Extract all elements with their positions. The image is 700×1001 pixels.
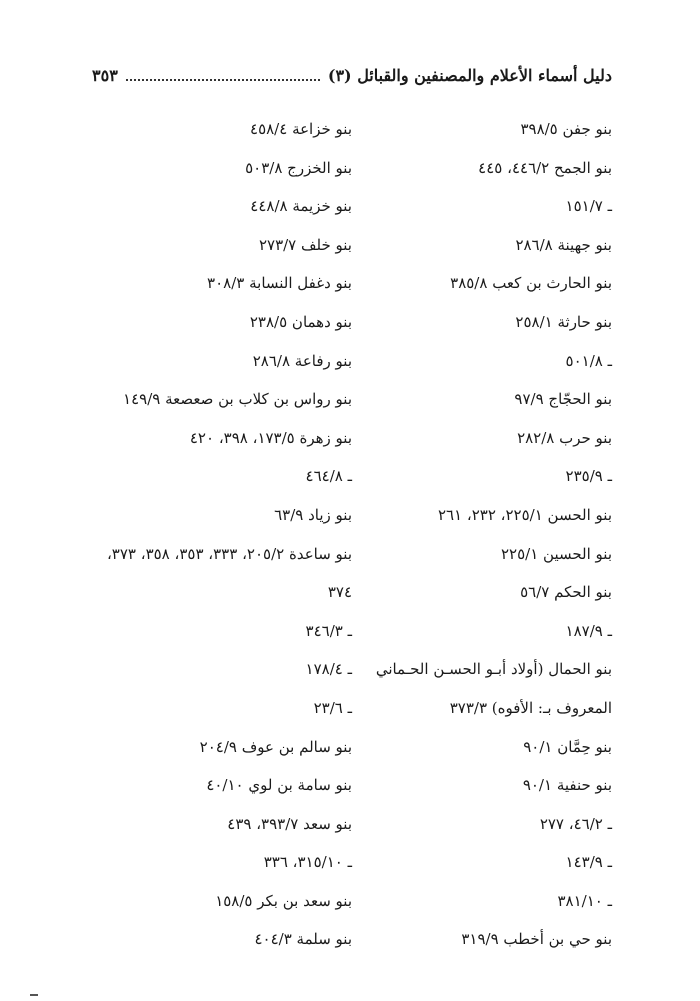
index-entry: بنو الحجّاج ٩٧/٩ [514, 390, 612, 409]
index-entry: بنو جهينة ٢٨٦/٨ [515, 235, 612, 254]
index-entry: بنو دغفل النسابة ٣٠٨/٣ [207, 274, 352, 293]
page-edge-mark [30, 994, 38, 996]
index-entry: ـ ١٨٧/٩ [565, 621, 612, 640]
index-entry: بنو الحارث بن كعب ٣٨٥/٨ [450, 274, 612, 293]
index-entry: بنو الجمح ٤٤٦/٢، ٤٤٥ [478, 158, 612, 177]
index-entry: بنو رواس بن كلاب بن صعصعة ١٤٩/٩ [123, 390, 352, 409]
index-entry: المعروف بـ: الأفوه) ٣٧٣/٣ [449, 698, 612, 717]
index-entry: ـ ٤٦/٢، ٢٧٧ [539, 814, 612, 833]
index-entry: بنو خزاعة ٤٥٨/٤ [250, 120, 352, 138]
index-entry: بنو سعد بن بكر ١٥٨/٥ [215, 891, 352, 910]
index-entry: بنو خزيمة ٤٤٨/٨ [250, 197, 352, 216]
index-entry: بنو دهمان ٢٣٨/٥ [249, 312, 352, 331]
index-entry: بنو رفاعة ٢٨٦/٨ [252, 351, 352, 370]
index-entry: ـ ١٤٣/٩ [565, 853, 612, 872]
index-entry: ـ ٣١٥/١٠، ٣٣٦ [263, 853, 352, 872]
index-entry: بنو الحسن ٢٢٥/١، ٢٣٢، ٢٦١ [437, 505, 612, 524]
index-entry: ـ ١٥١/٧ [565, 197, 612, 216]
page-number: ٣٥٣ [92, 65, 118, 85]
index-entry: ـ ٣٨١/١٠ [557, 891, 612, 910]
index-entry: ـ ٢٣/٦ [313, 698, 352, 717]
index-entry: بنو سعد ٣٩٣/٧، ٤٣٩ [227, 814, 352, 833]
index-entry: بنو الخزرج ٥٠٣/٨ [245, 158, 352, 177]
index-entry: بنو الحكم ٥٦/٧ [520, 583, 612, 602]
index-entry: بنو زياد ٦٣/٩ [274, 505, 352, 524]
index-column-right [362, 110, 612, 959]
index-entry: بنو سالم بن عوف ٢٠٤/٩ [199, 737, 352, 756]
index-entry: بنو حارثة ٢٥٨/١ [515, 312, 612, 331]
index-columns [92, 110, 612, 959]
index-entry: ـ ١٧٨/٤ [305, 660, 352, 679]
index-entry: بنو حِمَّان ٩٠/١ [523, 737, 612, 756]
index-entry: بنو حرب ٢٨٢/٨ [517, 428, 612, 447]
index-entry: بنو زهرة ١٧٣/٥، ٣٩٨، ٤٢٠ [189, 428, 352, 447]
index-entry: بنو حي بن أخطب ٣١٩/٩ [461, 930, 612, 949]
header-dot-leader [126, 69, 320, 81]
index-entry: بنو الحمال (أولاد أبـو الحسـن الحـماني [375, 660, 612, 679]
index-entry: بنو الحسين ٢٢٥/١ [500, 544, 612, 563]
index-entry: ـ ٢٣٥/٩ [565, 467, 612, 486]
running-header [92, 62, 612, 88]
index-entry: بنو ساعدة ٢٠٥/٢، ٣٣٣، ٣٥٣، ٣٥٨، ٣٧٣، [106, 544, 352, 563]
index-entry: بنو سلمة ٤٠٤/٣ [254, 930, 352, 949]
index-entry: ـ ٤٦٤/٨ [305, 467, 352, 486]
index-entry: ٣٧٤ [327, 583, 352, 602]
index-column-left [72, 110, 352, 959]
index-entry: ـ ٣٤٦/٣ [305, 621, 352, 640]
index-entry: ـ ٥٠١/٨ [565, 351, 612, 370]
index-entry: بنو حنفية ٩٠/١ [522, 776, 612, 795]
header-title: دليل أسماء الأعلام والمصنفين والقبائل (٣) [327, 65, 612, 85]
index-entry: بنو جفن ٣٩٨/٥ [520, 120, 612, 138]
index-entry: بنو خلف ٢٧٣/٧ [258, 235, 352, 254]
index-entry: بنو سامة بن لوي ٤٠/١٠ [206, 776, 352, 795]
